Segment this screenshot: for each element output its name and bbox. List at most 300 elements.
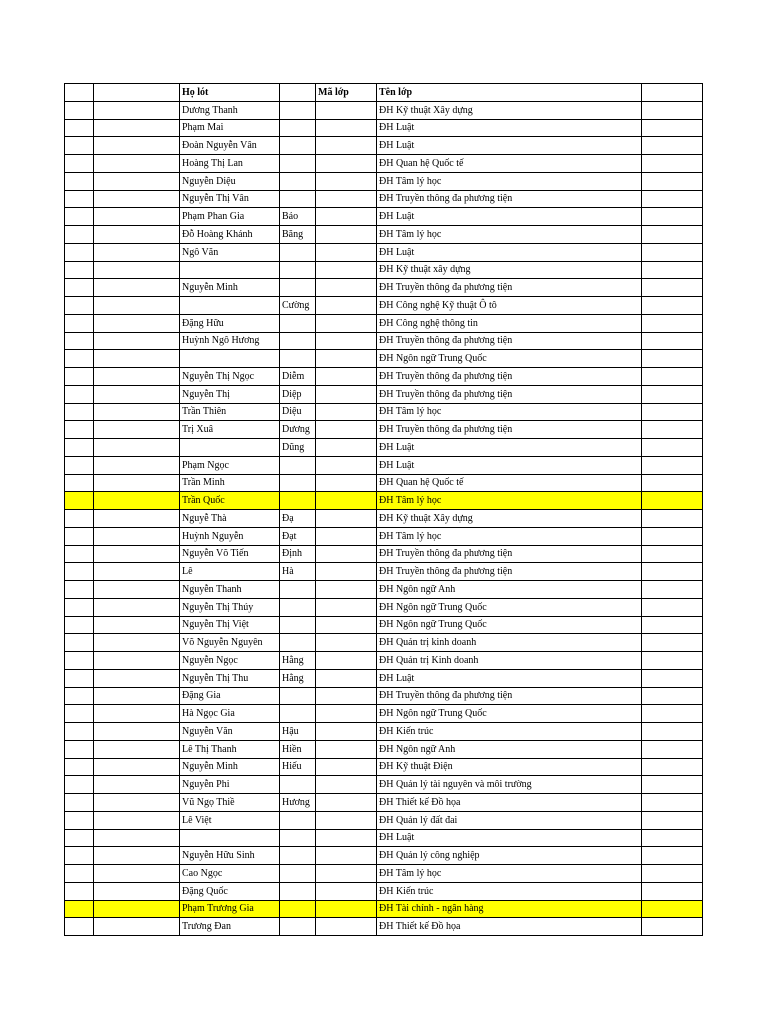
cell-ma-lop[interactable] <box>316 226 377 244</box>
cell-blank[interactable] <box>642 740 703 758</box>
cell-blank[interactable] <box>642 510 703 528</box>
cell-ten[interactable] <box>280 261 316 279</box>
cell-blank[interactable] <box>65 918 94 936</box>
cell-blank[interactable] <box>65 279 94 297</box>
cell-blank[interactable] <box>642 616 703 634</box>
cell-ten-lop[interactable]: ĐH Quản lý đất đai <box>377 811 642 829</box>
cell-ten-lop[interactable]: ĐH Ngôn ngữ Anh <box>377 581 642 599</box>
cell-ma-lop[interactable] <box>316 368 377 386</box>
cell-ten-lop[interactable]: ĐH Ngôn ngữ Trung Quốc <box>377 705 642 723</box>
cell-blank[interactable] <box>94 794 180 812</box>
cell-blank[interactable] <box>94 740 180 758</box>
cell-ten-lop[interactable]: ĐH Quan hệ Quốc tế <box>377 474 642 492</box>
cell-blank[interactable] <box>65 172 94 190</box>
cell-blank[interactable] <box>642 847 703 865</box>
cell-ten[interactable] <box>280 243 316 261</box>
cell-ma-lop[interactable] <box>316 669 377 687</box>
cell-ma-lop[interactable] <box>316 652 377 670</box>
cell-ten[interactable]: Định <box>280 545 316 563</box>
cell-ten-lop[interactable]: ĐH Luật <box>377 137 642 155</box>
cell-ten[interactable] <box>280 190 316 208</box>
cell-ho-lot[interactable]: Nguyễn Ngọc <box>180 652 280 670</box>
cell-blank[interactable] <box>65 84 94 102</box>
cell-ma-lop[interactable] <box>316 527 377 545</box>
cell-ten[interactable] <box>280 616 316 634</box>
cell-blank[interactable] <box>94 403 180 421</box>
cell-blank[interactable] <box>642 705 703 723</box>
cell-blank[interactable] <box>642 226 703 244</box>
cell-blank[interactable] <box>642 918 703 936</box>
cell-ten-lop[interactable]: ĐH Truyền thông đa phương tiện <box>377 563 642 581</box>
cell-ho-lot[interactable]: Nguyễn Thị Thu <box>180 669 280 687</box>
cell-blank[interactable] <box>94 84 180 102</box>
cell-ten[interactable] <box>280 350 316 368</box>
cell-ten[interactable]: Hương <box>280 794 316 812</box>
header-ten-lop[interactable]: Tên lớp <box>377 84 642 102</box>
cell-blank[interactable] <box>94 865 180 883</box>
cell-ho-lot[interactable]: Nguyễn Thị Thúy <box>180 598 280 616</box>
cell-ma-lop[interactable] <box>316 261 377 279</box>
cell-ten-lop[interactable]: ĐH Tâm lý học <box>377 403 642 421</box>
cell-blank[interactable] <box>65 385 94 403</box>
cell-ho-lot[interactable]: Nguyễn Thanh <box>180 581 280 599</box>
cell-ho-lot[interactable]: Đặng Hữu <box>180 314 280 332</box>
cell-blank[interactable] <box>642 474 703 492</box>
cell-blank[interactable] <box>94 652 180 670</box>
cell-blank[interactable] <box>94 669 180 687</box>
cell-ten-lop[interactable]: ĐH Công nghệ Kỹ thuật Ô tô <box>377 297 642 315</box>
cell-ten-lop[interactable]: ĐH Kỹ thuật Điện <box>377 758 642 776</box>
cell-ten[interactable] <box>280 705 316 723</box>
cell-blank[interactable] <box>642 314 703 332</box>
cell-ho-lot[interactable]: Nguyễn Hữu Sinh <box>180 847 280 865</box>
cell-ten-lop[interactable]: ĐH Truyền thông đa phương tiện <box>377 332 642 350</box>
cell-ho-lot[interactable]: Trị Xuâ <box>180 421 280 439</box>
cell-blank[interactable] <box>642 527 703 545</box>
cell-blank[interactable] <box>65 545 94 563</box>
cell-ten[interactable] <box>280 865 316 883</box>
cell-blank[interactable] <box>94 527 180 545</box>
cell-blank[interactable] <box>94 172 180 190</box>
cell-blank[interactable] <box>65 226 94 244</box>
cell-ten-lop[interactable]: ĐH Kỹ thuật xây dựng <box>377 261 642 279</box>
header-ho-lot[interactable]: Họ lót <box>180 84 280 102</box>
cell-ma-lop[interactable] <box>316 474 377 492</box>
cell-ten[interactable]: Băng <box>280 226 316 244</box>
cell-blank[interactable] <box>94 758 180 776</box>
cell-blank[interactable] <box>94 190 180 208</box>
cell-blank[interactable] <box>94 368 180 386</box>
cell-ho-lot[interactable]: Trần Quốc <box>180 492 280 510</box>
cell-blank[interactable] <box>94 581 180 599</box>
cell-ten-lop[interactable]: ĐH Truyền thông đa phương tiện <box>377 385 642 403</box>
cell-ten[interactable] <box>280 137 316 155</box>
cell-ma-lop[interactable] <box>316 634 377 652</box>
cell-ten-lop[interactable]: ĐH Tâm lý học <box>377 492 642 510</box>
cell-ho-lot[interactable]: Nguyễn Phi <box>180 776 280 794</box>
cell-blank[interactable] <box>65 510 94 528</box>
cell-blank[interactable] <box>94 847 180 865</box>
cell-ho-lot[interactable]: Nguyễn Võ Tiến <box>180 545 280 563</box>
cell-blank[interactable] <box>65 243 94 261</box>
cell-ma-lop[interactable] <box>316 492 377 510</box>
cell-ho-lot[interactable]: Cao Ngọc <box>180 865 280 883</box>
cell-ten[interactable] <box>280 776 316 794</box>
cell-blank[interactable] <box>94 297 180 315</box>
cell-ten[interactable]: Hiếu <box>280 758 316 776</box>
cell-blank[interactable] <box>65 314 94 332</box>
cell-ten-lop[interactable]: ĐH Quản trị Kinh doanh <box>377 652 642 670</box>
cell-ten-lop[interactable]: ĐH Truyền thông đa phương tiện <box>377 421 642 439</box>
cell-ho-lot[interactable]: Đỗ Hoàng Khánh <box>180 226 280 244</box>
header-ma-lop[interactable]: Mã lớp <box>316 84 377 102</box>
cell-ho-lot[interactable]: Hà Ngọc Gia <box>180 705 280 723</box>
cell-ma-lop[interactable] <box>316 545 377 563</box>
cell-blank[interactable] <box>642 900 703 918</box>
cell-ten[interactable] <box>280 172 316 190</box>
cell-blank[interactable] <box>65 882 94 900</box>
cell-ma-lop[interactable] <box>316 243 377 261</box>
cell-ten-lop[interactable]: ĐH Quản lý tài nguyên và môi trường <box>377 776 642 794</box>
cell-ho-lot[interactable]: Nguyễn Minh <box>180 758 280 776</box>
cell-ten-lop[interactable]: ĐH Tâm lý học <box>377 527 642 545</box>
cell-ten[interactable]: Hiền <box>280 740 316 758</box>
cell-ten[interactable]: Hậu <box>280 723 316 741</box>
cell-blank[interactable] <box>65 705 94 723</box>
cell-ten[interactable] <box>280 634 316 652</box>
cell-ten[interactable] <box>280 492 316 510</box>
cell-ten-lop[interactable]: ĐH Luật <box>377 669 642 687</box>
cell-ho-lot[interactable]: Nguyễn Thị Vân <box>180 190 280 208</box>
cell-ten[interactable]: Hằng <box>280 669 316 687</box>
cell-blank[interactable] <box>642 190 703 208</box>
cell-ten[interactable] <box>280 119 316 137</box>
cell-blank[interactable] <box>642 758 703 776</box>
cell-blank[interactable] <box>94 137 180 155</box>
cell-ma-lop[interactable] <box>316 740 377 758</box>
cell-ten-lop[interactable]: ĐH Tâm lý học <box>377 865 642 883</box>
cell-ho-lot[interactable]: Đặng Quốc <box>180 882 280 900</box>
cell-blank[interactable] <box>642 634 703 652</box>
cell-ten-lop[interactable]: ĐH Kỹ thuật Xây dựng <box>377 510 642 528</box>
cell-blank[interactable] <box>642 403 703 421</box>
cell-blank[interactable] <box>94 208 180 226</box>
cell-blank[interactable] <box>65 581 94 599</box>
cell-blank[interactable] <box>65 563 94 581</box>
cell-ho-lot[interactable]: Dương Thanh <box>180 101 280 119</box>
cell-ten[interactable]: Diệu <box>280 403 316 421</box>
cell-ten-lop[interactable]: ĐH Truyền thông đa phương tiện <box>377 687 642 705</box>
cell-blank[interactable] <box>94 882 180 900</box>
cell-ho-lot[interactable]: Phạm Ngọc <box>180 456 280 474</box>
cell-ho-lot[interactable]: Lê Thị Thanh <box>180 740 280 758</box>
cell-blank[interactable] <box>94 314 180 332</box>
cell-ten-lop[interactable]: ĐH Kiến trúc <box>377 882 642 900</box>
cell-blank[interactable] <box>65 492 94 510</box>
cell-ten-lop[interactable]: ĐH Quản trị kinh doanh <box>377 634 642 652</box>
cell-blank[interactable] <box>642 598 703 616</box>
cell-blank[interactable] <box>65 297 94 315</box>
cell-blank[interactable] <box>65 261 94 279</box>
cell-ten-lop[interactable]: ĐH Ngôn ngữ Trung Quốc <box>377 616 642 634</box>
cell-blank[interactable] <box>94 279 180 297</box>
cell-ho-lot[interactable]: Lê Việt <box>180 811 280 829</box>
cell-ma-lop[interactable] <box>316 101 377 119</box>
cell-blank[interactable] <box>94 456 180 474</box>
cell-ma-lop[interactable] <box>316 829 377 847</box>
cell-blank[interactable] <box>642 723 703 741</box>
cell-blank[interactable] <box>642 421 703 439</box>
cell-ho-lot[interactable] <box>180 350 280 368</box>
cell-ho-lot[interactable]: Trần Thiên <box>180 403 280 421</box>
cell-blank[interactable] <box>94 598 180 616</box>
cell-blank[interactable] <box>642 385 703 403</box>
cell-ten[interactable] <box>280 598 316 616</box>
cell-ho-lot[interactable]: Huỳnh Nguyễn <box>180 527 280 545</box>
cell-blank[interactable] <box>94 101 180 119</box>
cell-blank[interactable] <box>94 421 180 439</box>
cell-blank[interactable] <box>642 172 703 190</box>
cell-blank[interactable] <box>65 527 94 545</box>
cell-ho-lot[interactable]: Võ Nguyễn Nguyên <box>180 634 280 652</box>
cell-ma-lop[interactable] <box>316 581 377 599</box>
cell-blank[interactable] <box>65 847 94 865</box>
cell-ho-lot[interactable]: Trần Minh <box>180 474 280 492</box>
cell-ten-lop[interactable]: ĐH Luật <box>377 119 642 137</box>
cell-ma-lop[interactable] <box>316 403 377 421</box>
cell-ten[interactable] <box>280 882 316 900</box>
cell-ten[interactable] <box>280 918 316 936</box>
cell-blank[interactable] <box>642 439 703 457</box>
cell-blank[interactable] <box>642 243 703 261</box>
cell-ho-lot[interactable]: Huỳnh Ngô Hương <box>180 332 280 350</box>
cell-blank[interactable] <box>94 829 180 847</box>
cell-ma-lop[interactable] <box>316 794 377 812</box>
cell-blank[interactable] <box>642 581 703 599</box>
cell-blank[interactable] <box>94 563 180 581</box>
cell-ten-lop[interactable]: ĐH Truyền thông đa phương tiện <box>377 545 642 563</box>
cell-blank[interactable] <box>642 456 703 474</box>
cell-ten-lop[interactable]: ĐH Tâm lý học <box>377 226 642 244</box>
cell-ten[interactable] <box>280 829 316 847</box>
cell-ma-lop[interactable] <box>316 332 377 350</box>
cell-ten-lop[interactable]: ĐH Ngôn ngữ Trung Quốc <box>377 350 642 368</box>
cell-ho-lot[interactable]: Nguyễn Minh <box>180 279 280 297</box>
cell-ma-lop[interactable] <box>316 155 377 173</box>
cell-ten[interactable] <box>280 456 316 474</box>
cell-ma-lop[interactable] <box>316 563 377 581</box>
cell-blank[interactable] <box>642 882 703 900</box>
cell-ho-lot[interactable]: Nguyễn Thị <box>180 385 280 403</box>
cell-blank[interactable] <box>65 865 94 883</box>
cell-ho-lot[interactable]: Nguyễn Diệu <box>180 172 280 190</box>
cell-ten[interactable] <box>280 811 316 829</box>
cell-blank[interactable] <box>65 456 94 474</box>
cell-blank[interactable] <box>94 811 180 829</box>
cell-ma-lop[interactable] <box>316 510 377 528</box>
cell-blank[interactable] <box>65 368 94 386</box>
cell-ma-lop[interactable] <box>316 865 377 883</box>
cell-ho-lot[interactable] <box>180 439 280 457</box>
cell-ten[interactable]: Cường <box>280 297 316 315</box>
cell-ma-lop[interactable] <box>316 385 377 403</box>
cell-blank[interactable] <box>94 332 180 350</box>
cell-ten-lop[interactable]: ĐH Thiết kế Đồ họa <box>377 918 642 936</box>
cell-ten[interactable] <box>280 332 316 350</box>
cell-ten-lop[interactable]: ĐH Luật <box>377 243 642 261</box>
cell-ten-lop[interactable]: ĐH Luật <box>377 456 642 474</box>
cell-ten[interactable] <box>280 900 316 918</box>
cell-blank[interactable] <box>642 297 703 315</box>
cell-ho-lot[interactable]: Hoàng Thị Lan <box>180 155 280 173</box>
cell-ma-lop[interactable] <box>316 758 377 776</box>
cell-blank[interactable] <box>65 811 94 829</box>
cell-blank[interactable] <box>642 279 703 297</box>
cell-blank[interactable] <box>65 669 94 687</box>
cell-blank[interactable] <box>65 421 94 439</box>
cell-blank[interactable] <box>94 510 180 528</box>
cell-blank[interactable] <box>642 119 703 137</box>
cell-ten[interactable]: Diệp <box>280 385 316 403</box>
cell-blank[interactable] <box>65 101 94 119</box>
cell-blank[interactable] <box>65 616 94 634</box>
cell-blank[interactable] <box>65 439 94 457</box>
cell-ma-lop[interactable] <box>316 598 377 616</box>
cell-ten-lop[interactable]: ĐH Công nghệ thông tin <box>377 314 642 332</box>
cell-blank[interactable] <box>642 687 703 705</box>
cell-blank[interactable] <box>65 829 94 847</box>
cell-blank[interactable] <box>642 794 703 812</box>
cell-ten[interactable] <box>280 314 316 332</box>
cell-ten[interactable] <box>280 687 316 705</box>
cell-blank[interactable] <box>642 368 703 386</box>
cell-blank[interactable] <box>642 865 703 883</box>
cell-blank[interactable] <box>65 758 94 776</box>
cell-blank[interactable] <box>65 350 94 368</box>
cell-blank[interactable] <box>65 652 94 670</box>
cell-blank[interactable] <box>642 137 703 155</box>
cell-blank[interactable] <box>94 723 180 741</box>
cell-ten[interactable] <box>280 847 316 865</box>
cell-blank[interactable] <box>65 687 94 705</box>
cell-blank[interactable] <box>642 811 703 829</box>
cell-ten-lop[interactable]: ĐH Tâm lý học <box>377 172 642 190</box>
cell-ho-lot[interactable]: Đoàn Nguyễn Vân <box>180 137 280 155</box>
cell-ma-lop[interactable] <box>316 616 377 634</box>
cell-ho-lot[interactable]: Phạm Trương Gia <box>180 900 280 918</box>
cell-ten-lop[interactable]: ĐH Truyền thông đa phương tiện <box>377 190 642 208</box>
cell-ten-lop[interactable]: ĐH Kiến trúc <box>377 723 642 741</box>
cell-ma-lop[interactable] <box>316 847 377 865</box>
cell-ho-lot[interactable]: Nguyễn Thị Ngọc <box>180 368 280 386</box>
cell-ma-lop[interactable] <box>316 172 377 190</box>
cell-ma-lop[interactable] <box>316 350 377 368</box>
cell-ten[interactable] <box>280 101 316 119</box>
cell-ten[interactable]: Đạt <box>280 527 316 545</box>
cell-ten-lop[interactable]: ĐH Luật <box>377 439 642 457</box>
cell-ten-lop[interactable]: ĐH Kỹ thuật Xây dựng <box>377 101 642 119</box>
cell-blank[interactable] <box>65 740 94 758</box>
cell-blank[interactable] <box>94 900 180 918</box>
cell-ma-lop[interactable] <box>316 314 377 332</box>
cell-ten-lop[interactable]: ĐH Truyền thông đa phương tiện <box>377 368 642 386</box>
cell-blank[interactable] <box>65 598 94 616</box>
cell-ma-lop[interactable] <box>316 208 377 226</box>
cell-blank[interactable] <box>642 492 703 510</box>
cell-ten[interactable] <box>280 474 316 492</box>
cell-ho-lot[interactable]: Vũ Ngọ Thiề <box>180 794 280 812</box>
cell-ten-lop[interactable]: ĐH Thiết kế Đồ họa <box>377 794 642 812</box>
cell-ten[interactable]: Dương <box>280 421 316 439</box>
cell-ma-lop[interactable] <box>316 190 377 208</box>
cell-blank[interactable] <box>65 137 94 155</box>
cell-blank[interactable] <box>642 563 703 581</box>
cell-ten-lop[interactable]: ĐH Luật <box>377 208 642 226</box>
cell-ten-lop[interactable]: ĐH Quản lý công nghiệp <box>377 847 642 865</box>
cell-ho-lot[interactable]: Nguyễ Thà <box>180 510 280 528</box>
cell-ten[interactable] <box>280 155 316 173</box>
cell-blank[interactable] <box>94 687 180 705</box>
cell-ho-lot[interactable]: Nguyễn Thị Việt <box>180 616 280 634</box>
cell-blank[interactable] <box>642 155 703 173</box>
cell-ma-lop[interactable] <box>316 723 377 741</box>
cell-ma-lop[interactable] <box>316 776 377 794</box>
cell-ma-lop[interactable] <box>316 882 377 900</box>
cell-blank[interactable] <box>94 350 180 368</box>
cell-blank[interactable] <box>94 705 180 723</box>
cell-ho-lot[interactable]: Nguyễn Văn <box>180 723 280 741</box>
cell-ma-lop[interactable] <box>316 439 377 457</box>
cell-blank[interactable] <box>642 669 703 687</box>
cell-blank[interactable] <box>94 226 180 244</box>
cell-ho-lot[interactable]: Lê <box>180 563 280 581</box>
cell-ten[interactable] <box>280 279 316 297</box>
cell-ma-lop[interactable] <box>316 456 377 474</box>
cell-ma-lop[interactable] <box>316 297 377 315</box>
cell-ma-lop[interactable] <box>316 137 377 155</box>
cell-ho-lot[interactable]: Đặng Gia <box>180 687 280 705</box>
cell-ma-lop[interactable] <box>316 900 377 918</box>
cell-ten[interactable]: Đạ <box>280 510 316 528</box>
cell-ho-lot[interactable] <box>180 297 280 315</box>
cell-ten[interactable]: Bảo <box>280 208 316 226</box>
cell-ten[interactable]: Dũng <box>280 439 316 457</box>
cell-blank[interactable] <box>65 119 94 137</box>
cell-blank[interactable] <box>94 634 180 652</box>
cell-ten-lop[interactable]: ĐH Truyền thông đa phương tiện <box>377 279 642 297</box>
cell-ma-lop[interactable] <box>316 918 377 936</box>
cell-ten[interactable]: Hà <box>280 563 316 581</box>
cell-blank[interactable] <box>94 261 180 279</box>
cell-blank[interactable] <box>94 385 180 403</box>
cell-ho-lot[interactable] <box>180 829 280 847</box>
cell-blank[interactable] <box>65 190 94 208</box>
cell-blank[interactable] <box>94 776 180 794</box>
cell-blank[interactable] <box>94 439 180 457</box>
cell-blank[interactable] <box>65 900 94 918</box>
cell-blank[interactable] <box>65 332 94 350</box>
cell-ma-lop[interactable] <box>316 421 377 439</box>
cell-blank[interactable] <box>642 545 703 563</box>
cell-blank[interactable] <box>65 403 94 421</box>
cell-ma-lop[interactable] <box>316 279 377 297</box>
cell-blank[interactable] <box>65 794 94 812</box>
cell-ten-lop[interactable]: ĐH Luật <box>377 829 642 847</box>
cell-ten-lop[interactable]: ĐH Tài chính - ngân hàng <box>377 900 642 918</box>
cell-ma-lop[interactable] <box>316 119 377 137</box>
cell-ho-lot[interactable] <box>180 261 280 279</box>
cell-blank[interactable] <box>94 155 180 173</box>
